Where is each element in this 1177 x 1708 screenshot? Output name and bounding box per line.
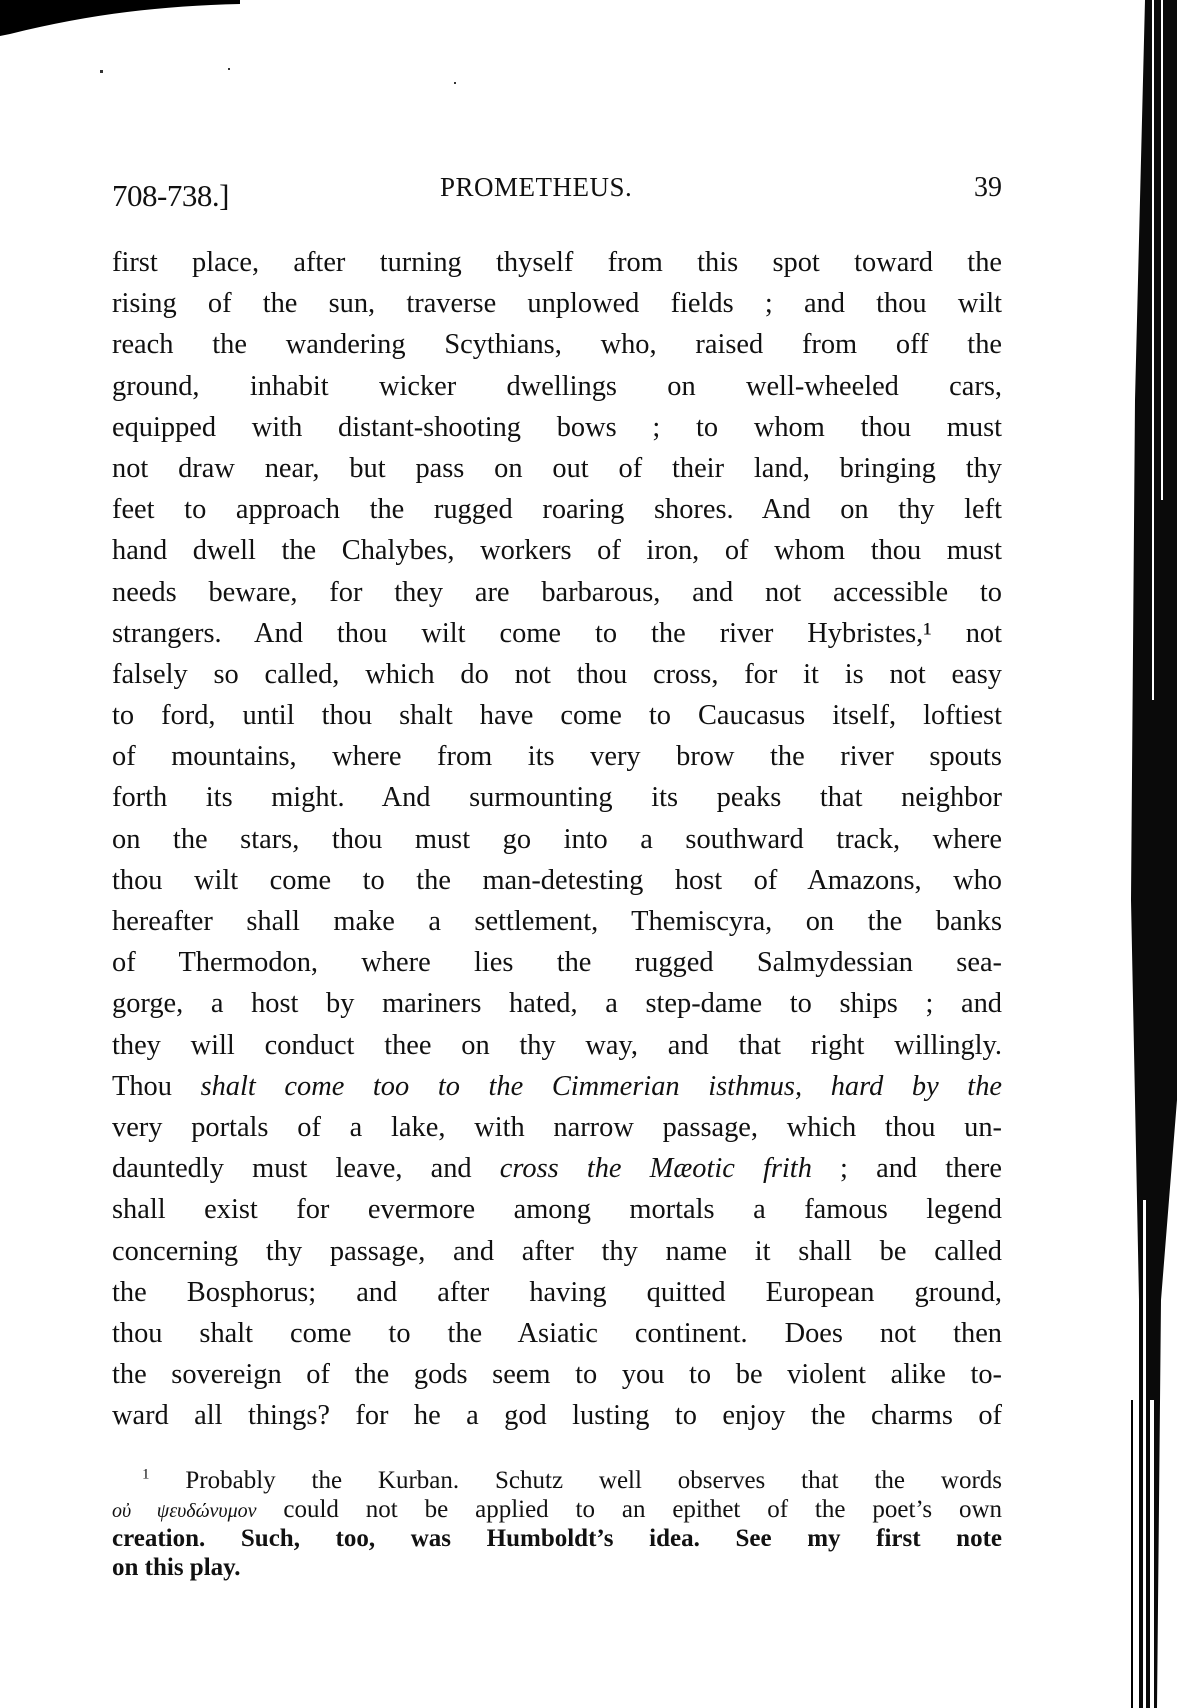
italic-text: cross the Mæotic frith — [499, 1153, 812, 1185]
footnote — [112, 1467, 1002, 1582]
text-line: thou shalt come to the Asiatic continent. Does not then — [112, 1317, 1002, 1349]
scan-speck — [100, 70, 103, 73]
greek-phrase: οὐ ψευδώνυμον — [112, 1499, 257, 1522]
text-line: thou wilt come to the man-detesting host of Amazons, who — [112, 864, 1002, 896]
text-line: very portals of a lake, with narrow passage, which thou un- — [112, 1111, 1002, 1143]
text-line: Thou shalt come too to the Cimmerian isthmus, hard by the — [112, 1070, 1002, 1102]
text-line: on the stars, thou must go into a southward track, where — [112, 823, 1002, 855]
text-line: forth its might. And surmounting its peaks that neighbor — [112, 782, 1002, 814]
text-line: rising of the sun, traverse unplowed fields ; and thou wilt — [112, 288, 1002, 320]
text-line: they will conduct thee on thy way, and that right willingly. — [112, 1029, 1002, 1061]
text-line: to ford, until thou shalt have come to Caucasus itself, loftiest — [112, 700, 1002, 732]
text-line: of Thermodon, where lies the rugged Salmydessian sea- — [112, 947, 1002, 979]
footnote-line — [112, 1496, 1002, 1526]
scan-speck — [228, 68, 230, 70]
text-line: of mountains, where from its very brow the river spouts — [112, 741, 1002, 773]
text-line: ward all things? for he a god lusting to enjoy the charms of — [112, 1400, 1002, 1432]
text-line: the sovereign of the gods seem to you to be violent alike to- — [112, 1359, 1002, 1391]
page-number: 39 — [974, 172, 1002, 203]
text-line: falsely so called, which do not thou cross, for it is not easy — [112, 658, 1002, 690]
footnote-marker: 1 — [142, 1466, 150, 1483]
text-line: ground, inhabit wicker dwellings on well-wheeled cars, — [112, 370, 1002, 402]
text-line: reach the wandering Scythians, who, raised from off the — [112, 329, 1002, 361]
footnote-text: could not be applied to an epithet of the poet’s own — [283, 1495, 1002, 1523]
text-line: gorge, a host by mariners hated, a step-dame to ships ; and — [112, 988, 1002, 1020]
body-text — [112, 242, 1002, 1436]
scan-speck — [454, 82, 456, 84]
italic-text: shalt come too to the Cimmerian isthmus, hard by the — [200, 1070, 1002, 1102]
footnote-line — [112, 1467, 1002, 1496]
text-line: shall exist for evermore among mortals a famous legend — [112, 1194, 1002, 1226]
text-line: equipped with distant-shooting bows ; to whom thou must — [112, 411, 1002, 443]
running-title: PROMETHEUS. — [440, 172, 633, 202]
text-line: hand dwell the Chalybes, workers of iron, of whom thou must — [112, 535, 1002, 567]
text-line: hereafter shall make a settlement, Themiscyra, on the banks — [112, 906, 1002, 937]
text-line: the Bosphorus; and after having quitted European ground, — [112, 1276, 1002, 1308]
footnote-text: Probably the Kurban. Schutz well observes that the words — [185, 1467, 1003, 1494]
text-line: needs beware, for they are barbarous, and not accessible to — [112, 576, 1002, 608]
text-line: dauntedly must leave, and cross the Mæotic frith ; and there — [112, 1153, 1002, 1185]
text-line: concerning thy passage, and after thy name it shall be called — [112, 1235, 1002, 1267]
footnote-line: on this play. — [112, 1553, 241, 1581]
text-line: feet to approach the rugged roaring shores. And on thy left — [112, 494, 1002, 526]
text-line: first place, after turning thyself from this spot toward the — [112, 247, 1002, 278]
line-range: 708-738.] — [112, 178, 229, 213]
page-corner-shadow — [0, 0, 240, 36]
book-binding-edge — [1117, 0, 1177, 1708]
text-line: strangers. And thou wilt come to the river Hybristes,¹ not — [112, 617, 1002, 649]
text-line: not draw near, but pass on out of their land, bringing thy — [112, 452, 1002, 484]
footnote-line: creation. Such, too, was Humboldt’s idea. See my first note — [112, 1525, 1002, 1552]
running-header — [112, 168, 1002, 218]
